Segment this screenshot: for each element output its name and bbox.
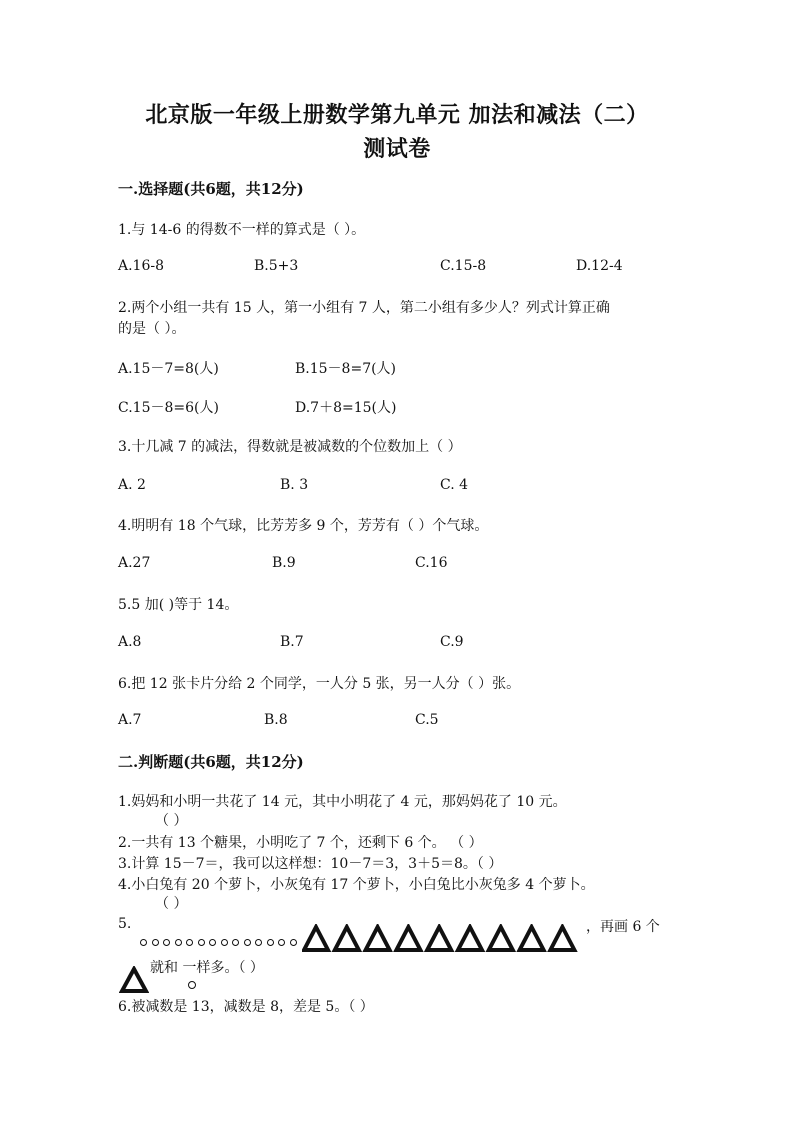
- circle-row: [140, 932, 305, 952]
- q2-option-a: A.15－7=8(人): [118, 361, 219, 377]
- triangle-shape: [304, 927, 328, 950]
- q5-option-b: B.7: [280, 634, 304, 650]
- triangle-single: [119, 966, 149, 994]
- triangle-single-svg: [119, 966, 149, 994]
- q3-option-c: C. 4: [440, 477, 469, 493]
- judgement-3: 3.计算 15－7＝，我可以这样想：10－7＝3，3＋5＝8。（ ）: [118, 856, 503, 872]
- q1-option-c: C.15-8: [440, 258, 487, 274]
- circle-shape: [244, 939, 251, 946]
- page-title-line1: 北京版一年级上册数学第九单元 加法和减法（二）: [145, 102, 649, 128]
- judgement-5-suffix: ，再画 6 个: [586, 919, 660, 935]
- q1-option-a: A.16-8: [118, 258, 165, 274]
- q5-option-c: C.9: [440, 634, 464, 650]
- triangle-shape: [458, 927, 482, 950]
- circle-shape: [221, 939, 228, 946]
- q2-option-d: D.7＋8=15(人): [295, 400, 397, 416]
- q2-option-b: B.15－8=7(人): [295, 361, 397, 377]
- q6-option-b: B.8: [264, 712, 288, 728]
- q3-option-b: B. 3: [280, 477, 309, 493]
- circle-shape: [198, 939, 205, 946]
- circle-shape: [163, 939, 170, 946]
- circle-shape: [140, 939, 147, 946]
- judgement-5-line2: 就和 一样多。（ ）: [150, 960, 264, 976]
- q3-option-a: A. 2: [118, 477, 146, 493]
- section-heading-choice: 一.选择题(共6题，共12分): [118, 180, 304, 198]
- circle-shape: [278, 939, 285, 946]
- question-2-line2: 的是（ ）。: [118, 321, 186, 337]
- circle-single: [188, 981, 196, 989]
- judgement-4-line2: （ ）: [155, 896, 188, 912]
- triangle-row-svg: [302, 924, 582, 954]
- q5-option-a: A.8: [118, 634, 142, 650]
- triangle-shape: [520, 927, 544, 950]
- question-4: 4.明明有 18 个气球，比芳芳多 9 个，芳芳有（ ）个气球。: [118, 518, 489, 534]
- triangle-shape: [335, 927, 359, 950]
- circle-shape: [175, 939, 182, 946]
- circle-shape: [267, 939, 274, 946]
- triangle-row: [302, 924, 582, 954]
- circle-shape: [209, 939, 216, 946]
- question-1: 1.与 14-6 的得数不一样的算式是（ ）。: [118, 222, 366, 238]
- q6-option-c: C.5: [415, 712, 439, 728]
- circle-shape: [290, 939, 297, 946]
- triangle-shape: [427, 927, 451, 950]
- circle-shape: [152, 939, 159, 946]
- question-6: 6.把 12 张卡片分给 2 个同学，一人分 5 张，另一人分（ ）张。: [118, 676, 521, 692]
- q4-option-c: C.16: [415, 555, 448, 571]
- triangle-shape: [489, 927, 513, 950]
- question-2-line1: 2.两个小组一共有 15 人，第一小组有 7 人，第二小组有多少人？列式计算正确: [118, 300, 610, 316]
- judgement-5-number: 5.: [118, 916, 132, 932]
- triangle-shape: [396, 927, 420, 950]
- q4-option-a: A.27: [118, 555, 151, 571]
- circle-shape: [232, 939, 239, 946]
- q1-option-d: D.12-4: [576, 258, 623, 274]
- question-3: 3.十几减 7 的减法，得数就是被减数的个位数加上（ ）: [118, 439, 462, 455]
- circle-shape: [255, 939, 262, 946]
- q2-option-c: C.15－8=6(人): [118, 400, 219, 416]
- judgement-1-line2: （ ）: [155, 813, 188, 829]
- section-heading-judgement: 二.判断题(共6题，共12分): [118, 753, 304, 771]
- triangle-shape: [122, 969, 146, 991]
- page-title-line2: 测试卷: [363, 136, 431, 162]
- circle-shape: [186, 939, 193, 946]
- judgement-1-line1: 1.妈妈和小明一共花了 14 元，其中小明花了 4 元，那妈妈花了 10 元。: [118, 794, 567, 810]
- q4-option-b: B.9: [272, 555, 296, 571]
- q1-option-b: B.5+3: [254, 258, 299, 274]
- triangle-shape: [550, 927, 574, 950]
- q6-option-a: A.7: [118, 712, 142, 728]
- triangle-shape: [366, 927, 390, 950]
- question-5: 5.5 加( )等于 14。: [118, 597, 239, 613]
- judgement-4-line1: 4.小白兔有 20 个萝卜，小灰兔有 17 个萝卜，小白兔比小灰兔多 4 个萝卜。: [118, 877, 595, 893]
- judgement-6: 6.被减数是 13，减数是 8，差是 5。（ ）: [118, 999, 374, 1015]
- judgement-2: 2.一共有 13 个糖果，小明吃了 7 个，还剩下 6 个。 （ ）: [118, 835, 483, 851]
